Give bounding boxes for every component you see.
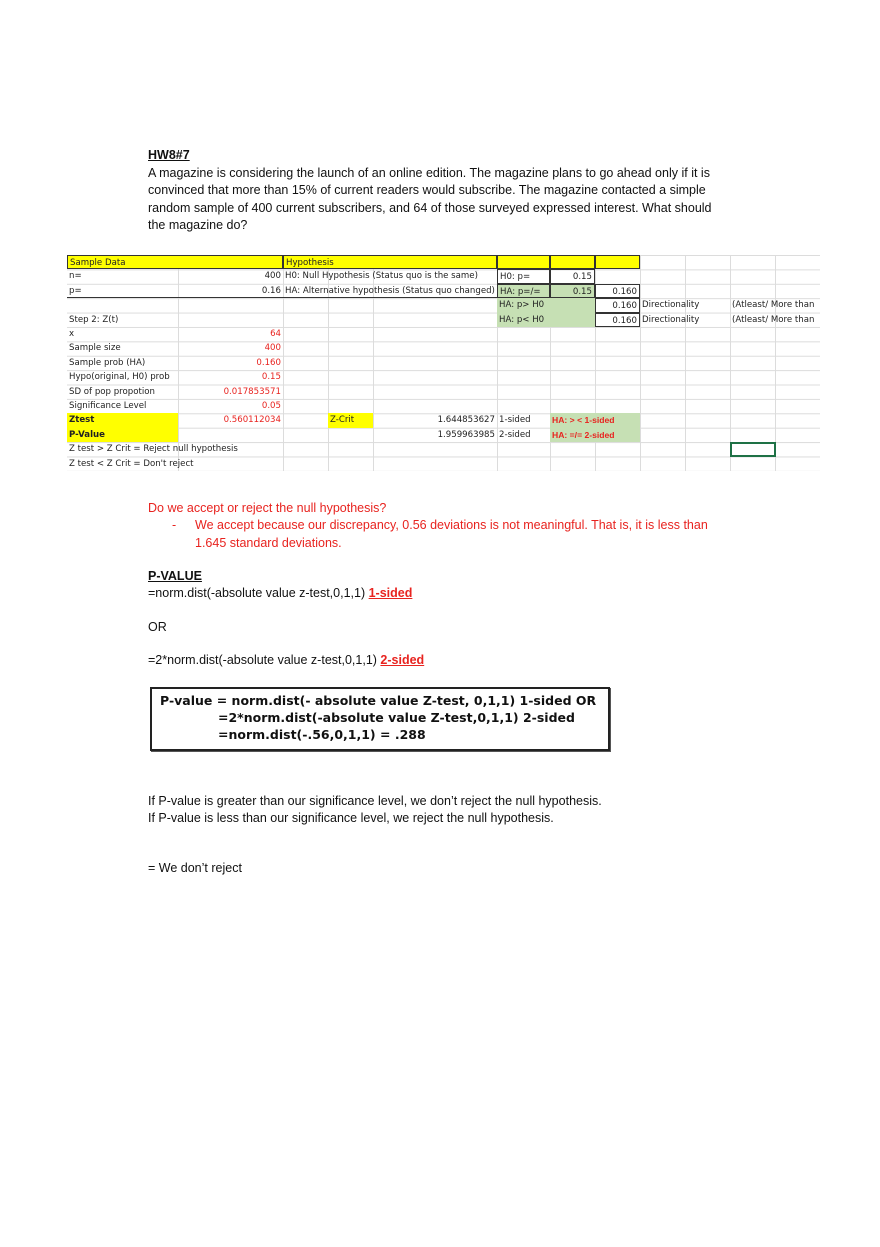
formula-1: [148, 585, 412, 603]
cell-hypo-prob-value: 0.15: [261, 372, 281, 383]
problem-line: convinced that more than 15% of current readers would subscribe. The magazine contacted a simple: [148, 183, 706, 197]
formula-text: =norm.dist(-absolute value z-test,0,1,1): [148, 586, 366, 600]
cell-rule-dont-reject: Z test < Z Crit = Don't reject: [69, 458, 194, 469]
cell-ha-lt-result: 0.160: [595, 313, 640, 327]
cell-ha-gt: HA: p> H0: [497, 298, 595, 312]
cell-zcrit-2: 1.959963985: [437, 429, 495, 440]
cell-sd-label: SD of pop propotion: [69, 386, 155, 397]
cell-ha-ne-value: 0.15: [550, 284, 595, 298]
answer-line: 1.645 standard deviations.: [195, 536, 342, 550]
cell-sd-value: 0.017853571: [223, 386, 281, 397]
cell-sample-size-label: Sample size: [69, 343, 121, 354]
cell-directionality: Directionality: [642, 300, 700, 311]
problem-line: random sample of 400 current subscribers, and 64 of those surveyed expressed interest. What should: [148, 201, 712, 215]
cell-h0-text: H0: Null Hypothesis (Status quo is the same): [285, 271, 478, 282]
box-line: =2*norm.dist(-absolute value Z-test,0,1,1) 2-sided: [218, 710, 575, 725]
cell-n-value: 400: [264, 271, 281, 282]
cell-two-sided: 2-sided: [499, 429, 531, 440]
cell-directionality-note: (Atleast/ More than: [732, 314, 815, 325]
problem-title: HW8#7: [148, 148, 190, 162]
formula-tag: 1-sided: [368, 586, 413, 600]
cell-yellow: [550, 255, 595, 269]
box-line: P-value = norm.dist(- absolute value Z-test, 0,1,1) 1-sided OR: [160, 693, 597, 708]
cell-note-2: HA: =/= 2-sided: [550, 428, 640, 442]
problem-line: A magazine is considering the launch of an online edition. The magazine plans to go ahead only if it is: [148, 166, 710, 180]
cell-note-1: HA: > < 1-sided: [550, 413, 640, 427]
spreadsheet-screenshot: [67, 255, 820, 471]
cell-significance-label: Significance Level: [69, 401, 147, 411]
selected-cell: [730, 442, 776, 456]
cell-significance-value: 0.05: [261, 401, 281, 411]
cell-pvalue-label: P-Value: [67, 428, 178, 442]
cell-h0-p: H0: p=: [497, 269, 550, 283]
cell-directionality: Directionality: [642, 314, 700, 325]
question: Do we accept or reject the null hypothesis?: [148, 501, 387, 515]
cell-hypothesis: Hypothesis: [283, 255, 497, 269]
cell-step2: Step 2: Z(t): [69, 314, 119, 325]
formula-tag: 2-sided: [380, 653, 425, 667]
cell-hypo-prob-label: Hypo(original, H0) prob: [69, 372, 170, 383]
pvalue-heading: P-VALUE: [148, 569, 202, 583]
cell-sample-size-value: 400: [264, 343, 281, 354]
cell-p-label: p=: [67, 284, 178, 298]
or-text: OR: [148, 620, 167, 634]
cell-ha-lt: HA: p< H0: [497, 313, 595, 327]
cell-x-label: x: [69, 329, 75, 339]
cell-ha-ne-result: 0.160: [595, 284, 640, 298]
cell-ztest-label: Ztest: [67, 413, 178, 427]
cell-zcrit-label: Z-Crit: [328, 413, 373, 427]
problem-line: the magazine do?: [148, 218, 248, 232]
cell-directionality-note: (Atleast/ More than: [732, 300, 815, 311]
cell-p-value: 0.16: [178, 284, 283, 298]
cell-ha-gt-result: 0.160: [595, 298, 640, 312]
cell-ha-ne: HA: p=/=: [497, 284, 550, 298]
formula-text: =2*norm.dist(-absolute value z-test,0,1,1): [148, 653, 377, 667]
cell-h0-value: 0.15: [550, 269, 595, 283]
cell-rule-reject: Z test > Z Crit = Reject null hypothesis: [69, 444, 238, 455]
cell-ztest-value: 0.560112034: [223, 415, 281, 426]
formula-2: [148, 652, 424, 670]
cell-one-sided: 1-sided: [499, 415, 531, 426]
cell-zcrit-1: 1.644853627: [437, 415, 495, 426]
rule-less: If P-value is less than our significance level, we reject the null hypothesis.: [148, 811, 554, 825]
cell-yellow: [497, 255, 550, 269]
cell-sample-prob-label: Sample prob (HA): [69, 357, 146, 368]
rule-greater: If P-value is greater than our significance level, we don’t reject the null hypothesis.: [148, 794, 602, 808]
cell-sample-prob-value: 0.160: [256, 357, 281, 368]
pvalue-formula-image: [150, 687, 610, 751]
cell-sample-data: Sample Data: [67, 255, 283, 269]
answer-dash: -: [172, 518, 177, 532]
conclusion: = We don’t reject: [148, 861, 242, 875]
cell-ha-text: HA: Alternative hypothesis (Status quo changed): [283, 284, 497, 298]
cell-x-value: 64: [270, 329, 281, 339]
answer-line: We accept because our discrepancy, 0.56 deviations is not meaningful. That is, it is less than: [195, 518, 708, 532]
box-line: =norm.dist(-.56,0,1,1) = .288: [218, 727, 426, 742]
cell-n-label: n=: [69, 271, 82, 282]
cell-yellow: [595, 255, 640, 269]
